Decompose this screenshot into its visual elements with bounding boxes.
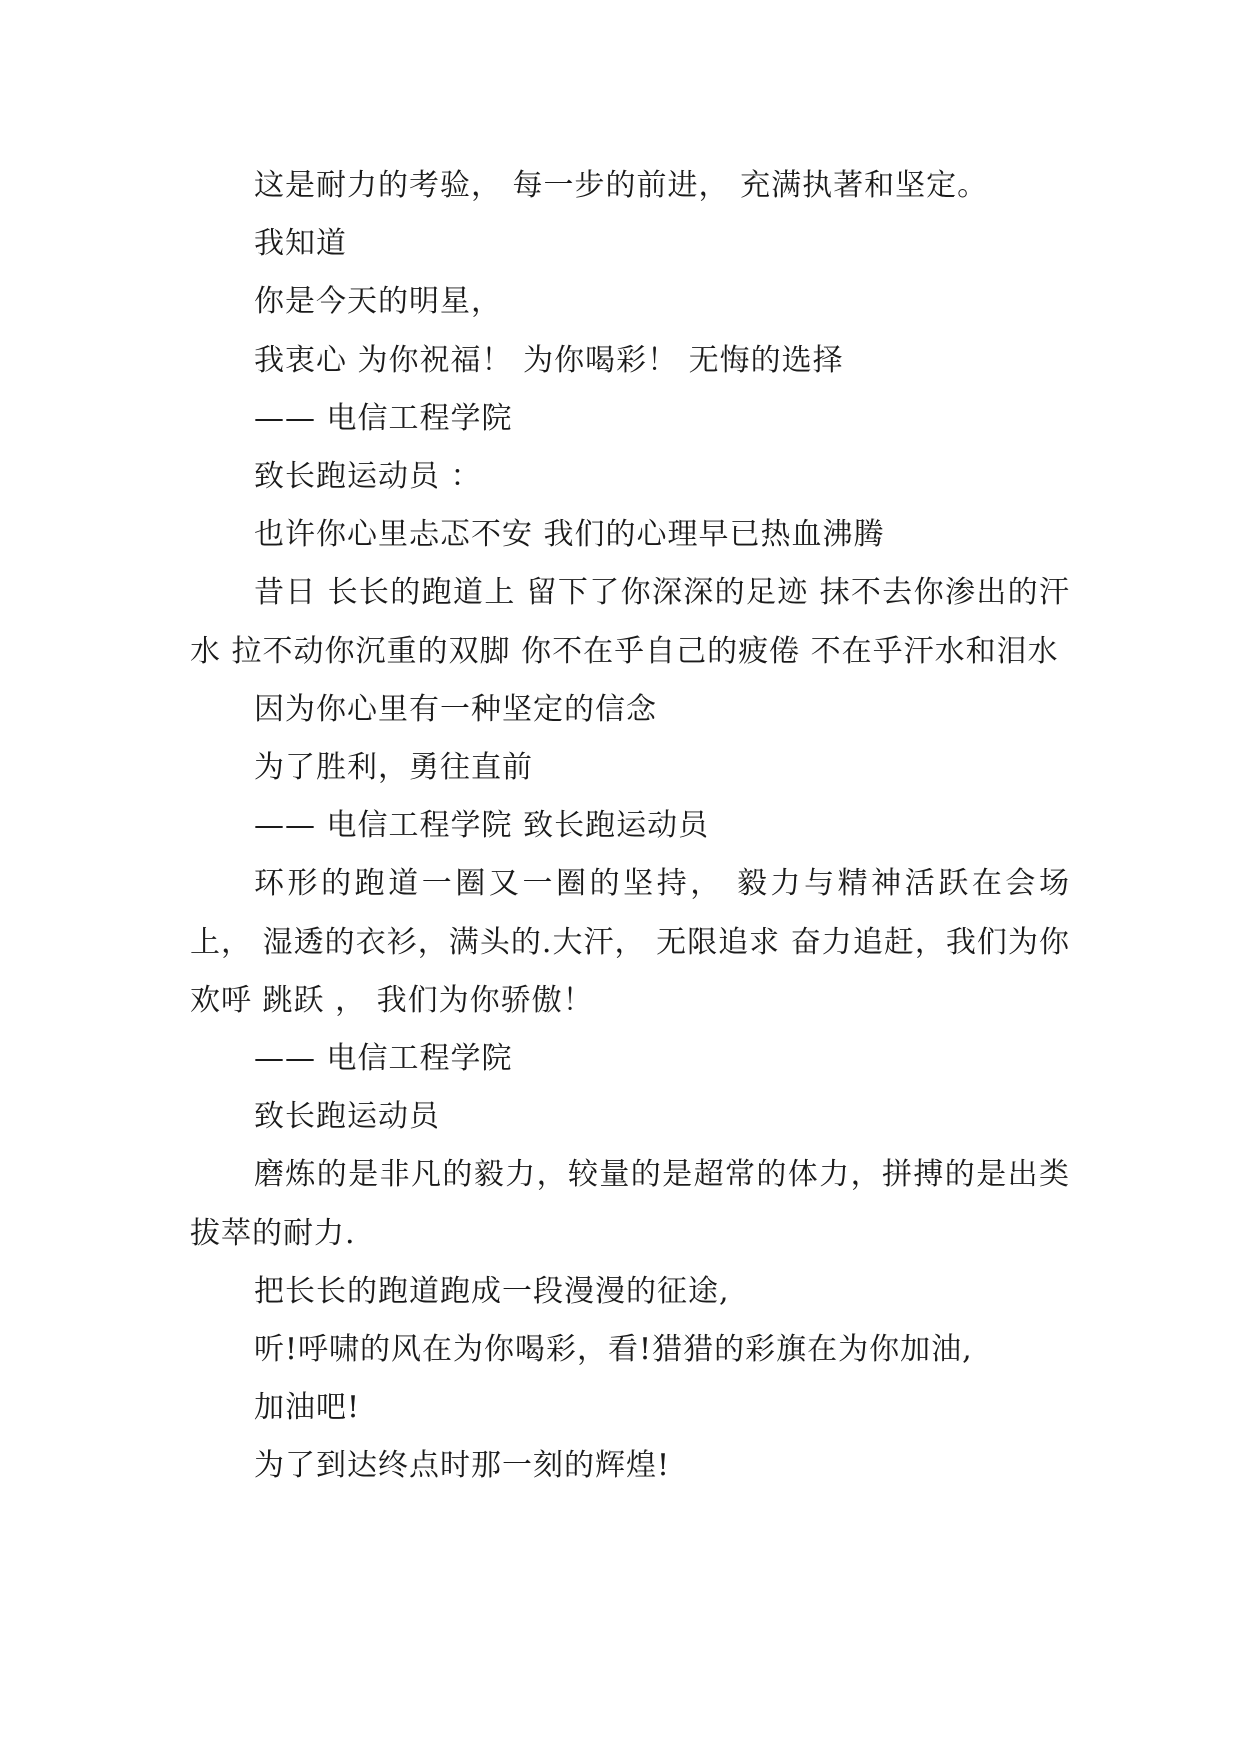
paragraph: 磨炼的是非凡的毅力，较量的是超常的体力，拼搏的是出类拔萃的耐力.: [190, 1157, 1070, 1251]
salutation: 致长跑运动员 ：: [254, 459, 482, 495]
salutation: 致长跑运动员: [254, 1099, 440, 1135]
paragraph: 因为你心里有一种坚定的信念: [254, 691, 657, 727]
paragraph: 这是耐力的考验， 每一步的前进， 充满执著和坚定。: [254, 168, 989, 203]
signature-line: —— 电信工程学院: [254, 1041, 513, 1077]
document-body: [190, 157, 1070, 1496]
signature-line: —— 电信工程学院: [254, 400, 513, 436]
paragraph: 听!呼啸的风在为你喝彩，看!猎猎的彩旗在为你加油,: [254, 1332, 973, 1368]
paragraph: 环形的跑道一圈又一圈的坚持， 毅力与精神活跃在会场上， 湿透的衣衫，满头的.大汗， 无限追求 奋力追赶，我们为你欢呼 跳跃 ， 我们为你骄傲！: [190, 866, 1070, 1018]
paragraph: 为了胜利，勇往直前: [254, 750, 533, 786]
paragraph: 也许你心里忐忑不安 我们的心理早已热血沸腾: [254, 517, 885, 553]
paragraph: 加油吧!: [254, 1390, 361, 1426]
signature-line: —— 电信工程学院 致长跑运动员: [254, 808, 710, 844]
paragraph: 把长长的跑道跑成一段漫漫的征途,: [254, 1273, 730, 1309]
paragraph: 昔日 长长的跑道上 留下了你深深的足迹 抹不去你渗出的汗水 拉不动你沉重的双脚 你不在乎自己的疲倦 不在乎汗水和泪水: [190, 575, 1070, 669]
paragraph: 你是今天的明星，: [254, 284, 502, 320]
paragraph: 我衷心 为你祝福！ 为你喝彩！ 无悔的选择: [254, 342, 844, 378]
paragraph: 为了到达终点时那一刻的辉煌!: [254, 1448, 671, 1484]
paragraph: 我知道: [254, 226, 347, 262]
